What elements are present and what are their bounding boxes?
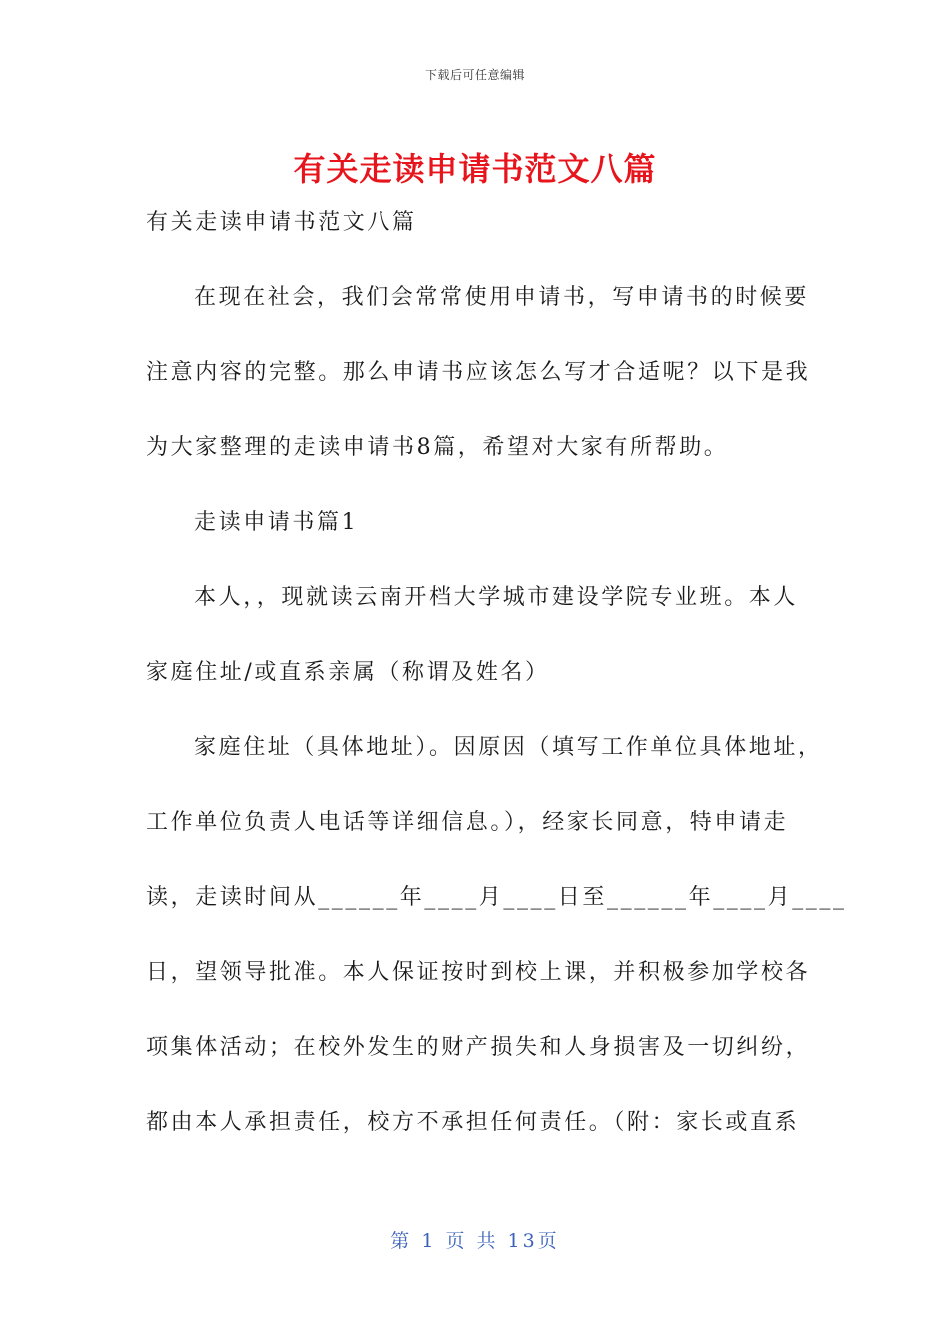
subtitle-line: 有关走读申请书范文八篇 [146,210,417,235]
footer-label-before: 第 [390,1230,413,1252]
footer-label-middle: 页 共 [445,1230,499,1252]
page-footer [0,1226,950,1253]
paragraph-line: 注意内容的完整。那么申请书应该怎么写才合适呢？以下是我 [146,360,811,385]
footer-current-page: 1 [421,1230,437,1252]
paragraph-line: 本人，，现就读云南开档大学城市建设学院专业班。本人 [194,585,799,610]
footer-total-pages: 13 [507,1230,538,1252]
paragraph-line: 工作单位负责人电话等详细信息。），经家长同意，特申请走 [146,810,789,835]
paragraph-line: 在现在社会，我们会常常使用申请书，写申请书的时候要 [194,285,810,310]
paragraph-line: 都由本人承担责任，校方不承担任何责任。（附：家长或直系 [146,1110,800,1135]
document-title: 有关走读申请书范文八篇 [293,150,657,188]
paragraph-line: 家庭住址/或直系亲属（称谓及姓名） [146,660,550,685]
paragraph-line: 为大家整理的走读申请书8篇，希望对大家有所帮助。 [146,435,729,460]
paragraph-line: 项集体活动；在校外发生的财产损失和人身损害及一切纠纷， [146,1035,811,1060]
footer-label-after: 页 [537,1230,560,1252]
section-heading: 走读申请书篇1 [194,510,359,535]
paragraph-line: 家庭住址（具体地址）。因原因（填写工作单位具体地址， [194,735,823,760]
paragraph-line: 日，望领导批准。本人保证按时到校上课，并积极参加学校各 [146,960,811,985]
paragraph-line: 读，走读时间从______年____月____日至______年____月____ [146,885,847,910]
page-header-note: 下载后可任意编辑 [424,68,525,82]
